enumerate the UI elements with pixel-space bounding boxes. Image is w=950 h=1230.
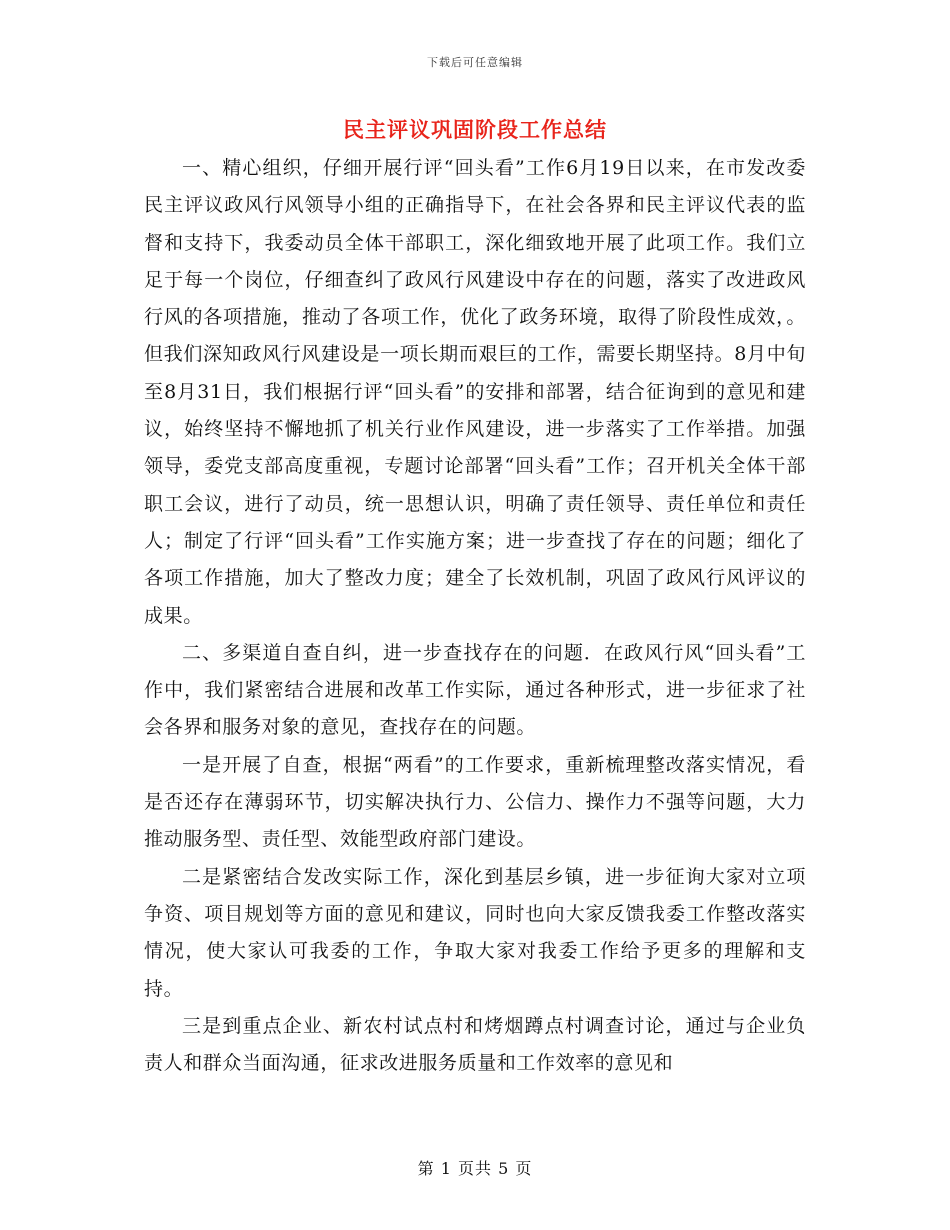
paragraph-5: 三是到重点企业、新农村试点村和烤烟蹲点村调查讨论，通过与企业负责人和群众当面沟通，征求改进服务质量和工作效率的意见和 — [144, 1014, 806, 1075]
paragraph-4: 二是紧密结合发改实际工作，深化到基层乡镇，进一步征询大家对立项争资、项目规划等方面的意见和建议，同时也向大家反馈我委工作整改落实情况，使大家认可我委的工作，争取大家对我委工作给予更多的理解和支持。 — [144, 865, 806, 1000]
paragraph-3: 一是开展了自查，根据“两看”的工作要求，重新梳理整改落实情况，看是否还存在薄弱环节，切实解决执行力、公信力、操作力不强等问题，大力推动服务型、责任型、效能型政府部门建设。 — [144, 753, 806, 851]
header-note: 下载后可任意编辑 — [427, 56, 523, 69]
paragraph-1: 一、精心组织，仔细开展行评“回头看”工作6月19日以来，在市发改委民主评议政风行风领导小组的正确指导下，在社会各界和民主评议代表的监督和支持下，我委动员全体干部职工，深化细致地开展了此项工作。我们立足于每一个岗位，仔细查纠了政风行风建设中存在的问题，落实了改进政风行风的各项措施，推动了各项工作，优化了政务环境，取得了阶段性成效，。但我们深知政风行风建设是一项长期而艰巨的工作，需要长期坚持。8月中旬至8月31日，我们根据行评“回头看”的安排和部署，结合征询到的意见和建议，始终坚持不懈地抓了机关行业作风建设，进一步落实了工作举措。加强领导，委党支部高度重视，专题讨论部署“回头看”工作；召开机关全体干部职工会议，进行了动员，统一思想认识，明确了责任领导、责任单位和责任人；制定了行评“回头看”工作实施方案；进一步查找了存在的问题；细化了各项工作措施，加大了整改力度；建全了长效机制，巩固了政风行风评议的成果。 — [144, 157, 806, 627]
document-title: 民主评议巩固阶段工作总结 — [343, 117, 607, 142]
paragraph-2: 二、多渠道自查自纠，进一步查找存在的问题．在政风行风“回头看”工作中，我们紧密结合进展和改革工作实际，通过各种形式，进一步征求了社会各界和服务对象的意见，查找存在的问题。 — [144, 641, 806, 739]
document-body — [144, 150, 806, 1082]
page-number-footer: 第 1 页共 5 页 — [417, 1159, 533, 1178]
